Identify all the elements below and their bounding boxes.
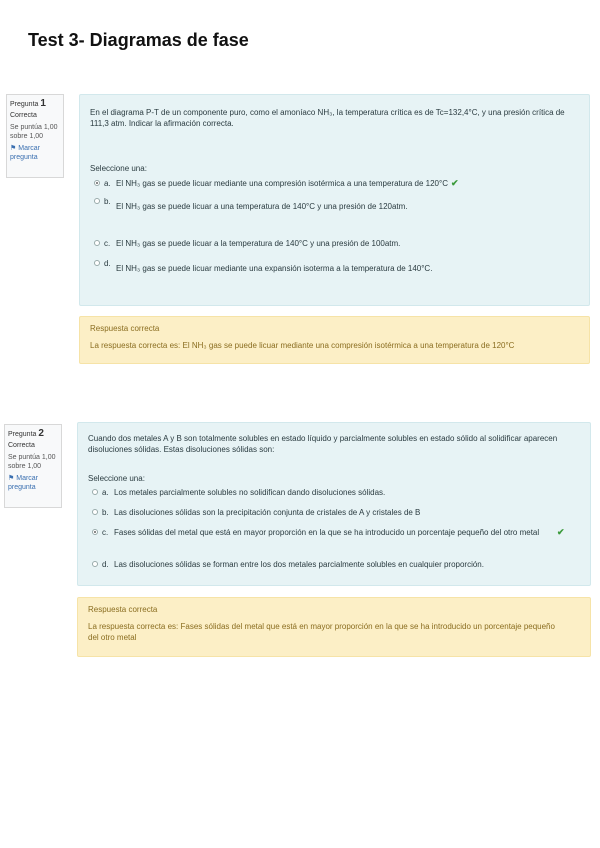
question-grade: Se puntúa 1,00 sobre 1,00 xyxy=(10,124,58,140)
question-text: Cuando dos metales A y B son totalmente solubles en estado líquido y parcialmente solubles en estado sólido al solidificar aparecen disoluciones sólidas. Estas disoluciones sólidas son: xyxy=(88,434,558,454)
option-text: El NH₃ gas se puede licuar mediante una expansión isoterma a la temperatura de 140°C. xyxy=(116,264,433,273)
question-grade: Se puntúa 1,00 sobre 1,00 xyxy=(8,454,56,470)
option-text: El NH₃ gas se puede licuar a la temperatura de 140°C y una presión de 100atm. xyxy=(116,239,401,248)
feedback-text: La respuesta correcta es: Fases sólidas del metal que está en mayor proporción en la que se ha introducido un porcentaje pequeño del otro metal xyxy=(88,622,555,642)
feedback-title: Respuesta correcta xyxy=(90,324,160,333)
select-prompt: Seleccione una: xyxy=(90,164,147,173)
answer-option[interactable] xyxy=(94,238,564,249)
answer-option[interactable] xyxy=(92,527,572,538)
option-letter: c. xyxy=(104,239,111,248)
option-letter: d. xyxy=(102,560,109,569)
flag-icon: ⚑ xyxy=(8,475,15,482)
option-text: El NH₃ gas se puede licuar mediante una compresión isotérmica a una temperatura de 120°C xyxy=(116,179,448,188)
flag-label: Marcar pregunta xyxy=(10,145,41,161)
option-letter: c. xyxy=(102,528,109,537)
check-icon: ✔ xyxy=(557,527,565,537)
radio-button[interactable] xyxy=(92,489,98,495)
option-letter: a. xyxy=(102,488,109,497)
question-number: 1 xyxy=(40,98,46,109)
feedback-box xyxy=(79,316,590,364)
answer-option[interactable] xyxy=(92,559,562,570)
flag-icon: ⚑ xyxy=(10,145,17,152)
feedback-text: La respuesta correcta es: El NH₃ gas se puede licuar mediante una compresión isotérmica a una temperatura de 120°C xyxy=(90,341,515,350)
radio-button[interactable] xyxy=(92,509,98,515)
question-state: Correcta xyxy=(8,442,35,449)
question-text: En el diagrama P-T de un componente puro, como el amoníaco NH₃, la temperatura crítica es de Tc=132,4°C, y una presión crítica de 111,3 atm. Indicar la afirmación correcta. xyxy=(90,108,565,128)
radio-button[interactable] xyxy=(94,198,100,204)
answer-option[interactable] xyxy=(94,258,564,274)
flag-question-link[interactable] xyxy=(10,144,60,162)
radio-button[interactable] xyxy=(94,180,100,186)
option-letter: b. xyxy=(104,197,111,206)
feedback-box xyxy=(77,597,591,657)
question-info xyxy=(6,94,64,178)
option-text: Las disoluciones sólidas son la precipitación conjunta de cristales de A y cristales de B xyxy=(114,508,421,517)
option-text: El NH₃ gas se puede licuar a una temperatura de 140°C y una presión de 120atm. xyxy=(116,202,408,211)
question-box xyxy=(79,94,590,306)
option-letter: b. xyxy=(102,508,109,517)
answer-option[interactable] xyxy=(94,196,564,212)
question-state: Correcta xyxy=(10,112,37,119)
question-info xyxy=(4,424,62,508)
feedback-title: Respuesta correcta xyxy=(88,605,158,614)
answer-option[interactable] xyxy=(92,487,562,498)
answer-option[interactable] xyxy=(92,507,562,518)
flag-question-link[interactable] xyxy=(8,474,58,492)
question-box xyxy=(77,422,591,586)
answer-option[interactable] xyxy=(94,178,564,189)
radio-button[interactable] xyxy=(92,561,98,567)
option-text: Fases sólidas del metal que está en mayor proporción en la que se ha introducido un porcentaje pequeño del otro metal xyxy=(114,528,540,537)
check-icon: ✔ xyxy=(450,178,459,188)
option-text: Las disoluciones sólidas se forman entre los dos metales parcialmente solubles en cualquier proporción. xyxy=(114,560,484,569)
select-prompt: Seleccione una: xyxy=(88,474,145,483)
question-number: 2 xyxy=(38,428,44,439)
option-letter: d. xyxy=(104,259,111,268)
question-label: Pregunta xyxy=(10,101,39,108)
page-title: Test 3- Diagramas de fase xyxy=(28,30,249,50)
option-letter: a. xyxy=(104,179,111,188)
radio-button[interactable] xyxy=(92,529,98,535)
radio-button[interactable] xyxy=(94,260,100,266)
question-label: Pregunta xyxy=(8,431,37,438)
option-text: Los metales parcialmente solubles no solidifican dando disoluciones sólidas. xyxy=(114,488,386,497)
flag-label: Marcar pregunta xyxy=(8,475,39,491)
radio-button[interactable] xyxy=(94,240,100,246)
